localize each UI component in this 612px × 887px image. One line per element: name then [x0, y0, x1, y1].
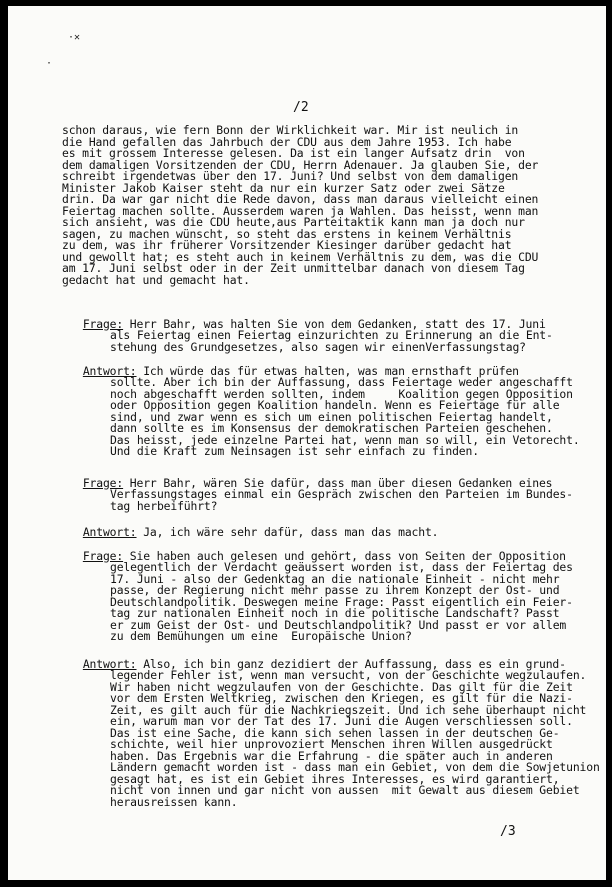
text-line: es mit grossem Interesse gelesen. Da ist ein langer Aufsatz drin von [62, 146, 525, 160]
answer-label: Antwort: [82, 656, 137, 671]
text-line: drin. Da war gar nicht die Rede davon, dass man daraus vielleicht einen [62, 192, 539, 206]
text-line: nicht von innen und gar nicht von aussen mit Gewalt aus diesem Gebiet [110, 783, 580, 797]
next-page-ref: /3 [500, 824, 516, 839]
question-label: Frage: [82, 475, 124, 490]
text-line: Ländern gemacht worden ist - dass man ein Gebiet, von dem die Sowjetunion [110, 760, 600, 774]
text-line: am 17. Juni selbst oder in der Zeit unmittelbar danach von diesem Tag [62, 261, 525, 275]
intro-paragraph [62, 125, 538, 286]
text-line: tag zur nationalen Einheit noch in die politische Landschaft? Passt [110, 606, 560, 620]
text-line: Deutschlandpolitik. Deswegen meine Frage: Passt eigentlich ein Feier- [110, 594, 573, 609]
text-line: Und die Kraft zum Neinsagen ist sehr einfach zu finden. [110, 444, 479, 458]
block-first-line: Ich würde das für etwas halten, was man ernsthaft prüfen [136, 363, 519, 378]
block-first-line: Also, ich bin ganz dezidiert der Auffassung, dass es ein grund- [136, 656, 566, 671]
text-line: 17. Juni - also der Gedenktag an die nationale Einheit - nicht mehr [110, 571, 560, 586]
block-rest [110, 330, 553, 353]
text-line: schreibt irgendetwas über den 17. Juni? Und selbst von dem damaligen [62, 169, 519, 183]
text-line: haben. Das Ergebnis war die Erfahrung - die später auch in anderen [110, 748, 553, 763]
block-first-line: Sie haben auch gelesen und gehört, dass von Seiten der Opposition [123, 548, 566, 563]
scan-mark: · [46, 58, 53, 69]
block-rest [110, 489, 573, 512]
text-line: tag herbeiführt? [110, 498, 218, 513]
answer-label: Antwort: [82, 363, 137, 378]
block-rest [110, 562, 573, 643]
text-line: passe, der Regierung nicht mehr passe zu ihrem Konzept der Ost- und [110, 583, 560, 597]
text-line: sind, und zwar wenn es sich um einen politischen Feiertag handelt, [110, 409, 553, 424]
block-rest [110, 377, 580, 458]
text-line: schichte, weil hier unprovoziert Menschen ihren Willen ausgedrückt [110, 737, 553, 751]
text-line: Verfassungstages einmal ein Gespräch zwischen den Parteien im Bundes- [110, 487, 573, 501]
scan-mark: ·✕ [68, 32, 81, 43]
text-line: dem damaligen Vorsitzenden der CDU, Herrn Adenauer. Ja glauben Sie, der [62, 157, 539, 172]
text-line: sich ansieht, was die CDU heute,aus Parteitaktik kann man ja doch nur [62, 215, 525, 229]
text-line: als Feiertag einen Feiertag einzurichten zu Erinnerung an die Ent- [110, 328, 553, 342]
text-line: Minister Jakob Kaiser steht da nur ein kurzer Satz oder zwei Sätze [62, 180, 505, 195]
text-line: sagen, zu machen wünscht, so steht das erstens in keinem Verhältnis [62, 226, 512, 241]
text-line: noch abgeschafft werden sollten, indem Koalition gegen Opposition [110, 386, 573, 401]
text-line: legender Fehler ist, wenn man versucht, von der Geschichte wegzulaufen. [110, 668, 587, 682]
answer-block [56, 647, 600, 831]
block-first-line: Herr Bahr, wären Sie dafür, dass man über diesen Gedanken eines [123, 475, 553, 490]
text-line: Zeit, es gilt auch für die Nachkriegszeit. Und ich sehe überhaupt nicht [110, 702, 587, 717]
block-rest [110, 670, 600, 808]
text-line: zu dem, was ihr früherer Vorsitzender Kiesinger darüber gedacht hat [62, 238, 512, 252]
text-line: dann sollte es im Konsensus der demokratischen Parteien geschehen. [110, 421, 553, 435]
text-line: die Hand gefallen das Jahrbuch der CDU aus dem Jahre 1953. Ich habe [62, 134, 512, 149]
text-line: Das ist eine Sache, die kann sich sehen lassen in der deutschen Ge- [110, 725, 560, 740]
question-label: Frage: [82, 316, 124, 331]
text-line: und gewollt hat; es steht auch in keinem Verhältnis zu dem, was die CDU [62, 249, 539, 264]
text-line: gesagt hat, es ist ein Gebiet ihres Interesses, es wird garantiert, [110, 771, 560, 786]
text-line: er zum Geist der Ost- und Deutschlandpolitik? Und passt er vor allem [110, 617, 567, 632]
text-line: herausreissen kann. [110, 794, 238, 809]
text-line: Das heisst, jede einzelne Partei hat, wenn man so will, ein Vetorecht. [110, 432, 580, 447]
question-label: Frage: [82, 548, 124, 563]
block-first-line: Herr Bahr, was halten Sie von dem Gedanken, statt des 17. Juni [123, 316, 546, 331]
text-line: gelegentlich der Verdacht geäussert worden ist, dass der Feiertag des [110, 560, 573, 574]
page-number: /2 [293, 100, 309, 115]
document-page [8, 6, 606, 880]
block-first-line: Ja, ich wäre sehr dafür, dass man das macht. [136, 524, 439, 539]
text-line: oder Opposition gegen Koalition handeln. Wenn es Feiertage für alle [110, 398, 560, 412]
text-line: zu dem Bemühungen um eine Europäische Union? [110, 629, 412, 643]
text-line: vor dem Ersten Weltkrieg, zwischen den Kriegen, es gilt für die Nazi- [110, 691, 573, 705]
text-line: sollte. Aber ich bin der Auffassung, dass Feiertage weder angeschafft [110, 375, 573, 389]
text-line: ein, warum man vor der Tat des 17. Juni die Augen verschliessen soll. [110, 714, 573, 728]
text-line: schon daraus, wie fern Bonn der Wirklichkeit war. Mir ist neulich in [62, 123, 519, 137]
text-line: gedacht hat und gemacht hat. [62, 272, 250, 287]
answer-block [56, 354, 580, 481]
text-line: stehung des Grundgesetzes, also sagen wir einenVerfassungstag? [110, 339, 526, 354]
text-line: Feiertag machen sollte. Ausserdem waren ja Wahlen. Das heisst, wenn man [62, 203, 539, 218]
text-line: Wir haben nicht wegzulaufen von der Geschichte. Das gilt für die Zeit [110, 679, 573, 694]
answer-label: Antwort: [82, 524, 137, 539]
